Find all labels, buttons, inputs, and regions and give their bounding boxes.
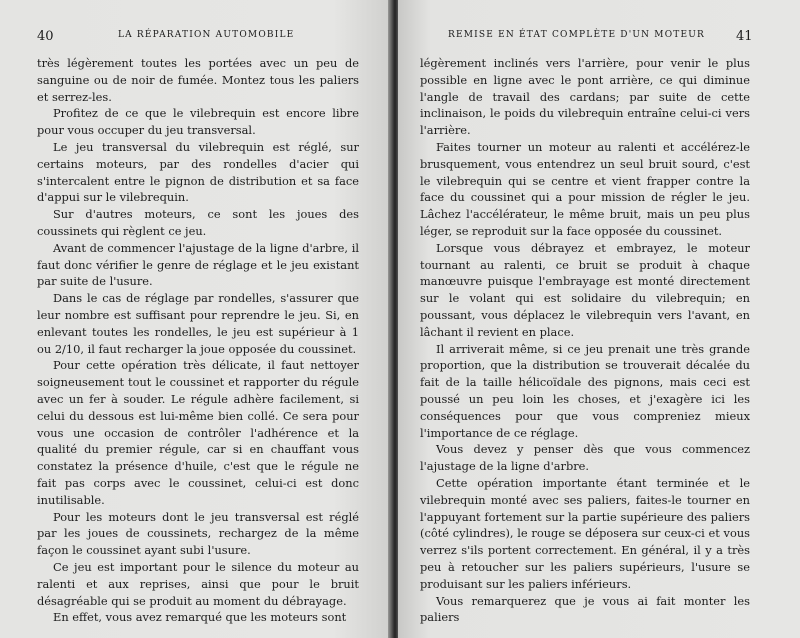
left-page xyxy=(0,0,392,638)
paragraph: Cette opération importante étant terminée et le vilebrequin monté avec ses paliers, faites-le tourner en l'appuyant fortement sur la partie supérieure des paliers (côté cylindres), le rouge se déposera sur ceux-ci et vous verrez s'ils portent correctement. En général, il y a très peu à retoucher sur les paliers supérieurs, l'usure se produisant sur les paliers inférieurs. xyxy=(420,475,750,591)
paragraph: Ce jeu est important pour le silence du moteur au ralenti et aux reprises, ainsi que pour le bruit désagréable qui se produit au moment du débrayage. xyxy=(37,559,359,608)
paragraph: Faites tourner un moteur au ralenti et accélérez-le brusquement, vous entendrez un seul bruit sourd, c'est le vilebrequin qui se centre et vient frapper contre la face du coussinet qui a pour mission de régler le jeu. Lâchez l'accélérateur, le même bruit, mais un peu plus léger, se reproduit sur la face opposée du coussinet. xyxy=(420,139,750,238)
right-page xyxy=(398,0,800,638)
page-number: 41 xyxy=(736,29,753,44)
paragraph: Sur d'autres moteurs, ce sont les joues des coussinets qui règlent ce jeu. xyxy=(37,207,359,238)
paragraph: Vous remarquerez que je vous ai fait monter les paliers xyxy=(420,593,750,625)
paragraph: Pour les moteurs dont le jeu transversal est réglé par les joues de coussinets, rechargez de la même façon le coussinet ayant subi l'usure. xyxy=(37,509,359,558)
paragraph: Dans le cas de réglage par rondelles, s'assurer que leur nombre est suffisant pour reprendre le jeu. Si, en enlevant toutes les rondelles, le jeu est supérieur à 1 ou 2/10, il faut recharger la joue opposée du coussinet. xyxy=(37,291,359,356)
page-number: 40 xyxy=(37,29,54,44)
paragraph: En effet, vous avez remarqué que les moteurs sont xyxy=(53,610,347,625)
paragraph: légèrement inclinés vers l'arrière, pour venir le plus possible en ligne avec le pont arrière, ce qui diminue l'angle de travail des cardans; par suite de cette inclinaison, le poids du vilebrequin entraîne celui-ci vers l'arrière. xyxy=(420,56,750,138)
page-body xyxy=(37,55,359,626)
paragraph: Le jeu transversal du vilebrequin est réglé, sur certains moteurs, par des rondelles d'acier qui s'intercalent entre le pignon de distribution et sa face d'appui sur le vilebrequin. xyxy=(37,139,359,205)
paragraph: Avant de commencer l'ajustage de la ligne d'arbre, il faut donc vérifier le genre de réglage et le jeu existant par suite de l'usure. xyxy=(37,240,359,289)
paragraph: Pour cette opération très délicate, il faut nettoyer soigneusement tout le coussinet et rapporter du régule avec un fer à souder. Le régule adhère facilement, si celui du dessous est lui-même bien collé. Ce sera pour vous une occasion de contrôler l'adhérence et la qualité du premier régule, car si en chauffant vous constatez la présence d'huile, c'est que le régule ne fait pas corps avec le coussinet, celui-ci est donc inutilisable. xyxy=(37,358,359,507)
paragraph: très légèrement toutes les portées avec un peu de sanguine ou de noir de fumée. Montez tous les paliers et serrez-les. xyxy=(37,56,359,104)
paragraph: Il arriverait même, si ce jeu prenait une très grande proportion, que la distribution se trouverait décalée du fait de la taille hélicoïdale des pignons, mais ceci est poussé un peu loin les choses, et j'exagère ici les conséquences pour que vous compreniez mieux l'importance de ce réglage. xyxy=(420,341,750,440)
paragraph: Profitez de ce que le vilebrequin est encore libre pour vous occuper du jeu transversal. xyxy=(37,106,359,138)
page-body xyxy=(420,55,750,626)
running-header: REMISE EN ÉTAT COMPLÈTE D'UN MOTEUR xyxy=(448,30,706,40)
paragraph: Vous devez y penser dès que vous commencez l'ajustage de la ligne d'arbre. xyxy=(420,442,750,474)
paragraph: Lorsque vous débrayez et embrayez, le moteur tournant au ralenti, ce bruit se produit à chaque manœuvre puisque l'embrayage est monté directement sur le volant qui est solidaire du vilebrequin; en poussant, vous déplacez le vilebrequin vers l'avant, en lâchant il revient en place. xyxy=(420,240,750,339)
running-header: LA RÉPARATION AUTOMOBILE xyxy=(118,30,295,40)
